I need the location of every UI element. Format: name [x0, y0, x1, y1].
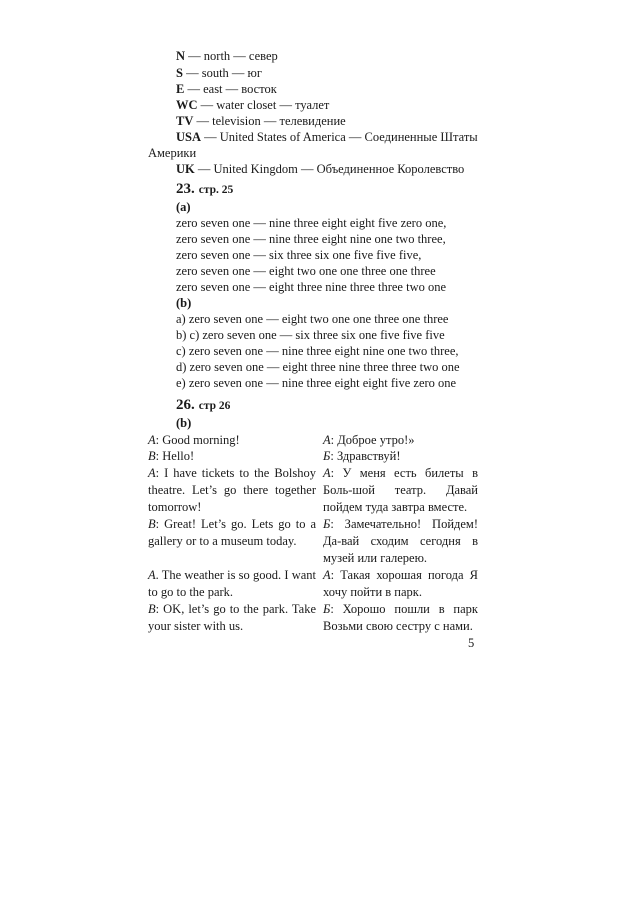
- exercise-23-heading: 23. стр. 25: [176, 181, 234, 197]
- dialogue-en-line: A: I have tickets to the Bolshoy theatre. Let’s go there together tomorrow!: [148, 466, 316, 514]
- abbr-line-east: E — east — восток: [176, 82, 277, 96]
- dialogue-en-line: A: Good morning!: [148, 433, 240, 447]
- abbr-line-usa-continuation: Америки: [148, 146, 197, 160]
- ex23-a-line: zero seven one — nine three eight nine one two three,: [176, 232, 446, 246]
- dialogue-ru-line: А: Такая хорошая погода Я хочу пойти в парк.: [323, 568, 478, 599]
- dialogue-ru-line: Б: Хорошо пошли в парк Возьми свою сестру с нами.: [323, 602, 478, 633]
- dialogue-en-line: B: OK, let’s go to the park. Take your sister with us.: [148, 602, 316, 633]
- abbr-line-uk: UK — United Kingdom — Объединенное Королевство: [176, 162, 465, 176]
- exercise-23-part-a-label: (a): [176, 200, 191, 214]
- dialogue-en-line: B: Great! Let’s go. Lets go to a gallery or to a museum today.: [148, 517, 316, 548]
- exercise-26-part-label: (b): [176, 416, 192, 430]
- ex23-a-line: zero seven one — six three six one five five five,: [176, 248, 422, 262]
- dialogue-en-line: A. The weather is so good. I want to go to the park.: [148, 568, 316, 599]
- ex23-a-line: zero seven one — nine three eight eight five zero one,: [176, 216, 447, 230]
- abbr-line-usa: USA — United States of America — Соединенные Штаты: [176, 130, 478, 144]
- dialogue-ru-line: Б: Здравствуй!: [323, 449, 401, 463]
- abbr-line-north: N — north — север: [176, 49, 278, 63]
- exercise-26-heading: 26. стр 26: [176, 397, 231, 413]
- abbr-line-tv: TV — television — телевидение: [176, 114, 346, 128]
- dialogue-ru-line: А: Доброе утро!»: [323, 433, 415, 447]
- exercise-23-part-b-label: (b): [176, 296, 192, 310]
- ex23-b-line: d) zero seven one — eight three nine three three two one: [176, 360, 460, 374]
- page-number: 5: [468, 636, 475, 650]
- ex23-a-line: zero seven one — eight three nine three three two one: [176, 280, 447, 294]
- abbr-line-wc: WC — water closet — туалет: [176, 98, 330, 112]
- ex23-b-line: a) zero seven one — eight two one one three one three: [176, 312, 449, 326]
- dialogue-ru-line: Б: Замечательно! Пойдем! Да-вай сходим сегодня в музей или галерею.: [323, 517, 478, 565]
- ex23-b-line: e) zero seven one — nine three eight eight five zero one: [176, 376, 457, 390]
- ex23-b-line: b) c) zero seven one — six three six one five five five: [176, 328, 445, 342]
- ex23-a-line: zero seven one — eight two one one three one three: [176, 264, 436, 278]
- dialogue-ru-line: А: У меня есть билеты в Боль-шой театр. Давай пойдем туда завтра вместе.: [323, 466, 478, 514]
- dialogue-en-line: B: Hello!: [148, 449, 195, 463]
- abbr-line-south: S — south — юг: [176, 66, 263, 80]
- ex23-b-line: c) zero seven one — nine three eight nine one two three,: [176, 344, 459, 358]
